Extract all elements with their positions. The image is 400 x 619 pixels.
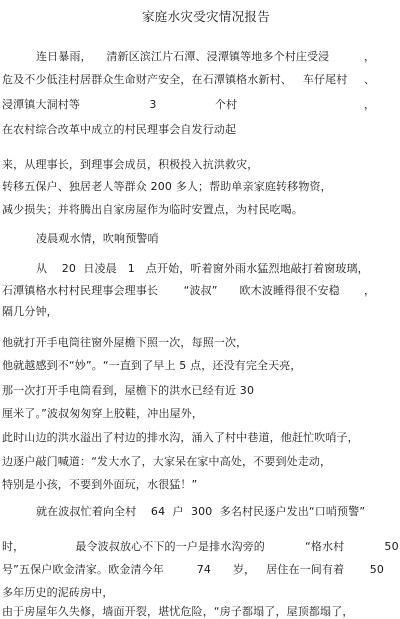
paragraph-line: 从 20 日凌晨 1 点开始，听着窗外雨水猛烈地敲打着窗玻璃， — [36, 262, 369, 275]
paragraph-line: 、 — [364, 73, 376, 86]
paragraph-line: 边逐户敲门喊道：“发大水了，大家呆在家中高处，不要到处走动， — [2, 455, 332, 468]
paragraph-line: ， — [364, 50, 376, 63]
paragraph-line: 特别是小孩，不要到外面玩，水很猛！” — [2, 478, 198, 491]
paragraph-line: 厘米了。”波叔匆匆穿上胶鞋，冲出屋外， — [2, 407, 204, 420]
document-title: 家庭水灾受灾情况报告 — [142, 9, 271, 24]
paragraph-line: ， — [364, 284, 376, 297]
paragraph-line: 时， 最令波叔放心不下的一户是排水沟旁的 “格水村 50 — [2, 540, 399, 553]
paragraph-line: 连日暴雨， 清新区滨江片石潭、浸潭镇等地多个村庄受浸 — [36, 50, 330, 63]
paragraph-line: 他就越感到不“妙”。“一直到了早上 5 点，还没有完全天亮， — [2, 359, 302, 372]
paragraph-line: 来，从理事长，到理事会成员，积极投入抗洪救灾， — [2, 158, 259, 171]
paragraph-line: 号”五保户欧金清家。欧金清今年 74 岁， 居住在一间有着 50 — [2, 563, 385, 576]
paragraph-line: 此时山边的洪水溢出了村边的排水沟，涌入了村中巷道，他赶忙吹哨子， — [2, 431, 359, 444]
paragraph-line: 那一次打开手电筒看到，屋檐下的洪水已经有近 30 — [2, 384, 255, 397]
paragraph-line: 浸潭镇大洞村等 3 个村 — [2, 98, 238, 111]
paragraph-line: 石潭镇格水村村民理事会理事长 “波叔” 欧木波睡得很不安稳 — [2, 284, 340, 297]
paragraph-line: ， — [364, 98, 376, 111]
paragraph-line: 由于房屋年久失修，墙面开裂，堪忧危险，“房子都塌了，屋顶都塌了， — [2, 605, 354, 618]
section-heading: 凌晨观水情，吹响预警哨 — [36, 232, 159, 245]
paragraph-line: 隔几分钟， — [2, 305, 58, 318]
paragraph-line: 就在波叔忙着向全村 64 户 300 多名村民逐户发出“口哨预警” — [36, 505, 366, 518]
paragraph-line: 多年历史的泥砖房中， — [2, 586, 114, 599]
paragraph-line: 在农村综合改革中成立的村民理事会自发行动起 — [2, 123, 237, 136]
paragraph-line: 减少损失；并将腾出自家房屋作为临时安置点，为村民吃喝。 — [2, 203, 304, 216]
paragraph-line: 他就打开手电筒往窗外屋檐下照一次，每照一次， — [2, 336, 248, 349]
paragraph-line: 危及不少低洼村居群众生命财产安全，在石潭镇格水新村、 车仔尾村 — [2, 73, 348, 86]
paragraph-line: 转移五保户、独居老人等群众 200 多人；帮助单亲家庭转移物资， — [2, 180, 332, 193]
